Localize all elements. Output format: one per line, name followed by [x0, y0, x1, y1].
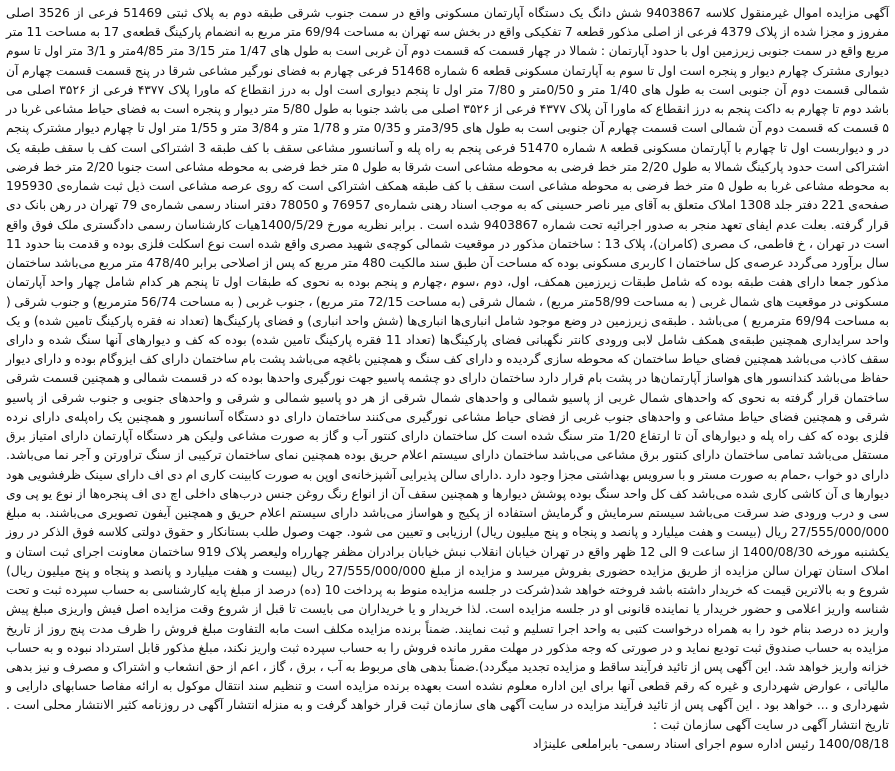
notice-date-and-signature: 1400/08/18 رئیس اداره سوم اجرای اسناد رسمی- بابراملعی علینژاد	[532, 736, 889, 751]
auction-notice-body: آگهی مزایده اموال غیرمنقول کلاسه 9403867 شش دانگ یک دستگاه آپارتمان مسکونی واقع در سمت جنوب شرقی طبقه دوم به پلاک ثبتی 51469 فرعی از 3526 اصلی مفروز و مجزا شده از پلاک 4379 فرعی از اصلی مذکور قطعه 7 تفکیکی واقع در بخش سه تهران به مساحت 69/94 متر مربع به انضمام پارکینگ قطعه‌ی 17 به مساحت 11 متر مربع واقع در سمت جنوبی زیرزمین اول با حدود آپارتمان : شمالا در چهار قسمت که قسمت دوم آن غربی است به طول های 1/47 متر 3/15 متر 4/85متر و 3/1 متر اول تا سوم دیواری مشترک چهارم دیوار و پنجره است اول تا سوم به آپارتمان مسکونی قطعه 6 شماره 51468 فرعی چهارم به فضای نورگیر مشاعی شرقا در پنج قسمت قسمت چهارم آن شمالی قسمت دوم آن جنوبی است به طول های 1/40 متر و 0/50متر و 7/80 متر اول تا پنجم دیواری است اول به درز انقطاع که ماورا پلاک ۴۳۷۷ فرعی از ۳۵۲۶ اصلی می باشد دوم تا چهارم به داکت پنجم به درز انقطاع که ماورا آن پلاک ۴۳۷۷ فرعی از ۳۵۲۶ اصلی می باشد جنوبا به طول 5/80 متر دیوار و پنجره است به فضای حیاط مشاعی غربا در ۵ قسمت که قسمت دوم آن شمالی است قسمت چهارم آن جنوبی است به طول های 3/95متر و 0/35 متر و 1/78 متر و 3/84 متر و 1/55 متر اول تا چهارم دیوار مشترک پنجم در و دیواربست اول تا چهارم با آپارتمان مسکونی قطعه ۸ شماره 51470 فرعی پنجم به راه پله و آسانسور مشاعی سقف با کف طبقه 3 اشتراکی است کف با سقف طبقه یک اشتراکی است حدود پارکینگ شمالا به طول 2/20 متر خط فرضی به محوطه مشاعی است شرقا به طول ۵ متر خط فرضی به محوطه مشاعی است جنوبا 2/20 متر خط فرضی به محوطه مشاعی غربا به طول ۵ متر خط فرضی به محوطه مشاعی است سقف با کف طبقه همکف اشتراکی است که روی عرصه مشاعی است ذیل ثبت شماره‌ی 195930 صفحه‌ی 221 دفتر جلد 1308 املاک متعلق به آقای میر ناصر حسینی که به موجب اسناد رهنی شماره‌ی 76957 و 78050 دفتر اسناد رسمی شماره‌ی 79 تهران در رهن بانک دی قرار گرفته. بعلت عدم ایفای تعهد منجر به صدور اجرائیه تحت شماره 9403867 شده است . برابر نظریه مورخ 1400/5/29هیات کارشناسان رسمی دادگستری ملک فوق واقع است در تهران ، خ فاطمی، ک مصری (کامران)، پلاک 13 : ساختمان مذکور در موقعیت شمالی کوچه‌ی شهید مصری واقع شده است نوع اسکلت فلزی بوده و قدمت بنا حدود 11 سال برآورد می‌گردد عرصه‌ی کل ساختمان ا کاربری مسکونی بوده که مساحت آن طبق سند مالکیت 480 متر مربع که پس از اصلاحی برابر 478/40 متر مربع می‌باشد ساختمان مذکور جمعا دارای هفت طبقه بوده که شامل طبقات زیرزمین همکف، اول، دوم ،سوم ،چهارم و پنجم بوده به نحوی که طبقات اول تا پنجم هر کدام شامل چهار واحد آپارتمان مسکونی در موقعیت های شمال غربی ( به مساحت 58/99متر مربع) ، شمال شرقی (به مساحت 72/15 متر مربع) ، جنوب غربی ( به مساحت 56/74 مترمربع) و جنوب شرقی ( به مساحت 69/94 مترمربع ) می‌باشد . طبقه‌ی زیرزمین در وضع موجود شامل انباری‌ها انباری‌ها (شش واحد انباری) و فضای پارکینگ‌ها (تعداد نه فقره پارکینگ تامین شده) و یک واحد سرایداری همچنین طبقه‌ی همکف شامل لابی ورودی کانتر نگهبانی فضای پارکینگ‌ها (تعداد 11 فقره پارکینگ تامین شده) بوده که کف و دیوارهای آنها سنگ شده و دارای سقف کاذب می‌باشد همچنین فضای حیاط ساختمان که محوطه سازی گردیده و دارای کف سنگ و همچنین باغچه می‌باشد پشت بام ساختمان دارای کف ایزوگام بوده و دارای دیوار حفاظ می‌باشد کندانسور های هواساز آپارتمان‌ها در پشت بام قرار دارد ساختمان دارای دو چشمه پاسیو جهت نورگیری واحدها بوده که در قسمت شمالی و همچنین قسمت شرقی ساختمان قرار گرفته به نحوی که واحدهای شمال غربی از پاسیو شمالی و واحدهای شمال شرقی از هر دو پاسیو شمالی و شرقی و واحدهای جنوبی و جنوب شرقی از پاسیو شرقی و همچنین فضای حیاط مشاعی و واحدهای جنوب غربی از فضای حیاط مشاعی نورگیری می‌کنند ساختمان دارای دو دستگاه آسانسور و همچنین یک راه‌پله‌ی دارای نرده فلزی بوده که کف راه پله و دیوارهای آن تا ارتفاع 1/20 متر سنگ شده است کل ساختمان دارای کنتور آب و گاز به صورت مشاعی ولیکن هر دستگاه آپارتمان دارای امتیاز برق مستقل می‌باشد تمامی ساختمان دارای کنتور برق مشاعی می‌باشد ساختمان دارای سیستم اعلام حریق بوده همچنین نمای ساختمان ترکیبی از سنگ تراورتن و آجر نما می‌باشد. دارای دو خواب ،حمام به صورت مستر و با سرویس بهداشتی مجزا وجود دارد .دارای سالن پذیرایی آشپزخانه‌ی اوپن به صورت کابینت کاری ام دی اف دارای سینک ظرفشویی هود دیوارها ی آن کاشی کاری شده می‌باشد کف کل واحد سنگ بوده پوشش دیوارها و همچنین سقف آن از انواع رنگ روغن جنس درب‌های داخلی اچ دی اف پنجره‌ها از نوع یو پی وی سی و درب ورودی ضد سرقت می‌باشد سیستم سرمایش و گرمایش استفاده از پکیج و هواساز می‌باشد دارای سیستم اعلام حریق و همچنین آیفون تصویری می‌باشند. به مبلغ 27/555/000/000 ریال (بیست و هفت میلیارد و پانصد و پنجاه و پنج میلیون ریال) ارزیابی و تعیین می شود. جهت وصول طلب بستانکار و حقوق دولتی کلاسه فوق الذکر در روز یکشنبه مورخه 1400/08/30 از ساعت 9 الی 12 ظهر واقع در تهران خیابان انقلاب نبش خیابان برادران مظفر چهارراه ولیعصر پلاک 919 ساختمان معاونت اجرای ثبت استان و املاک استان تهران سالن مزایده از طریق مزایده حضوری بفروش میرسد و مزایده از مبلغ 27/555/000/000 ریال (بیست و هفت میلیارد و پانصد و پنجاه و پنج میلیون ریال) شروع و به بالاترین قیمت که خریدار داشته باشد فروخته خواهد شد(شرکت در جلسه مزایده منوط به پرداخت 10 (ده) درصد از مبلغ پایه کارشناسی به حساب سپرده ثبت و تحت شناسه واریز اعلامی و حضور خریدار یا نماینده قانونی او در جلسه مزایده است. لذا خریدار و یا خریداران می بایست تا قبل از شروع وقت مزایده اصل فیش واریزی مبلغ پیش واریز ده درصد بنام خود را به همراه درخواست کتبی به واحد اجرا تسلیم و ثبت نمایند. ضمناً برنده مزایده مکلف است مابه التفاوت مبلغ فروش را ظرف مدت پنج روز از تاریخ مزایده به حساب صندوق ثبت تودیع نماید و در صورتی که وجه مذکور در مهلت مقرر مانده فروش را به حساب سپرده ثبت واریز نکند، مبلغ مذکور قابل استرداد نبوده و به حساب خزانه واریز خواهد شد. این آگهی پس از تائید فرآیند ساقط و مزایده تجدید میگردد).ضمناً بدهی های مربوط به آب ، برق ، گاز ، اعم از حق انشعاب و اشتراک و مصرف و نیز بدهی مالیاتی ، عوارض شهرداری و غیره که رقم قطعی آنها برای این اداره معلوم نشده است بعهده برنده مزایده است و تنظیم سند انتقال موکول به ارائه مفاصا حسابهای دارایی و شهرداری و ... خواهد بود . این آگهی پس از تائید فرآیند مزایده در سایت آگهی های سازمان ثبت قرار خواهد گرفت و به منزله انتشار آگهی در روزنامه کثیر الانتشار محلی است . تاریخ انتشار آگهی در سایت آگهی سازمان ثبت :	[6, 6, 890, 732]
